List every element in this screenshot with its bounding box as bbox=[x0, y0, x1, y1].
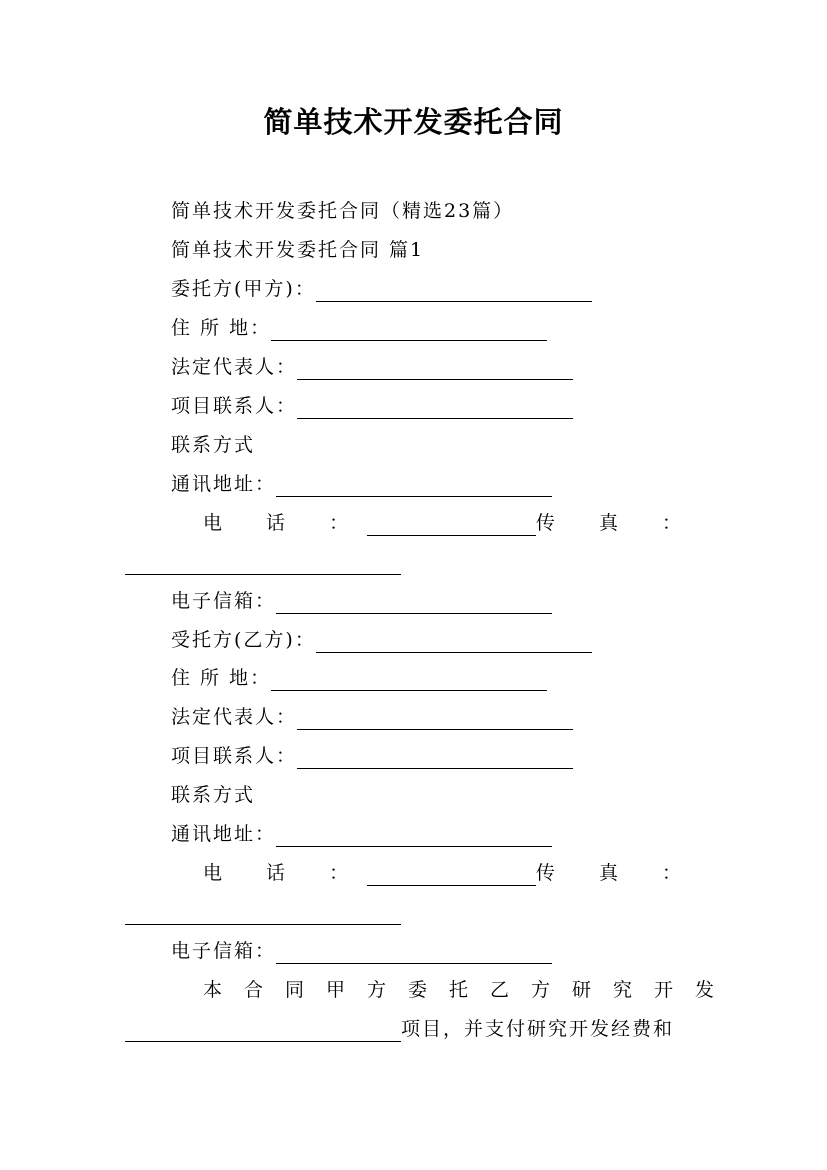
body-line-2-text: 项目，并支付研究开发经费和 bbox=[401, 1018, 675, 1040]
party-b-mail-blank[interactable] bbox=[276, 826, 552, 847]
party-a-email-label: 电子信箱： bbox=[171, 590, 277, 612]
party-b-mail-label: 通讯地址： bbox=[171, 823, 277, 845]
party-a-mail-blank[interactable] bbox=[276, 476, 552, 497]
party-b-contact-blank[interactable] bbox=[297, 748, 573, 769]
party-b-blank[interactable] bbox=[316, 632, 592, 653]
party-b-address-blank[interactable] bbox=[271, 670, 547, 691]
party-a-label: 委托方(甲方)： bbox=[171, 278, 316, 300]
party-b-contact-method: 联系方式 bbox=[171, 784, 256, 806]
party-a-contact-line bbox=[171, 393, 573, 419]
party-b-address-label: 住 所 地： bbox=[171, 667, 272, 689]
party-b-email-label: 电子信箱： bbox=[171, 940, 277, 962]
body-line-1: 本合同甲方委托乙方研究开发 bbox=[203, 979, 737, 1001]
party-b-fax-blank[interactable] bbox=[125, 904, 401, 925]
party-a-email-line bbox=[171, 588, 552, 614]
party-b-phone-fax-line bbox=[203, 860, 700, 886]
party-a-fax-blank[interactable] bbox=[125, 554, 401, 575]
party-b-legal-rep-blank[interactable] bbox=[297, 709, 573, 730]
document-title: 简单技术开发委托合同 bbox=[263, 105, 564, 139]
party-a-email-blank[interactable] bbox=[276, 593, 552, 614]
party-a-mail-line bbox=[171, 471, 552, 497]
party-a-blank[interactable] bbox=[316, 281, 592, 302]
party-b-legal-rep-label: 法定代表人： bbox=[171, 706, 298, 728]
party-a-phone-label: 电 话 ： bbox=[203, 512, 368, 534]
party-a-legal-rep-label: 法定代表人： bbox=[171, 356, 298, 378]
party-a-legal-rep-blank[interactable] bbox=[297, 359, 573, 380]
project-name-blank[interactable] bbox=[125, 1021, 401, 1042]
party-b-fax-blank-line bbox=[125, 899, 401, 925]
party-a-mail-label: 通讯地址： bbox=[171, 473, 277, 495]
party-a-address-label: 住 所 地： bbox=[171, 317, 272, 339]
party-b-contact-label: 项目联系人： bbox=[171, 745, 298, 767]
party-a-phone-blank[interactable] bbox=[367, 515, 536, 536]
party-b-email-blank[interactable] bbox=[276, 943, 552, 964]
party-b-mail-line bbox=[171, 821, 552, 847]
party-a-legal-rep-line bbox=[171, 354, 573, 380]
party-a-contact-blank[interactable] bbox=[297, 398, 573, 419]
party-a-contact-method: 联系方式 bbox=[171, 434, 256, 456]
body-line-2 bbox=[125, 1016, 674, 1042]
party-a-line bbox=[171, 276, 592, 302]
party-b-fax-label: 传 真 ： bbox=[535, 862, 700, 884]
party-a-address-blank[interactable] bbox=[271, 320, 547, 341]
party-b-label: 受托方(乙方)： bbox=[171, 629, 316, 651]
party-b-contact-line bbox=[171, 743, 573, 769]
party-a-fax-label: 传 真 ： bbox=[535, 512, 700, 534]
party-b-line bbox=[171, 627, 592, 653]
party-b-legal-rep-line bbox=[171, 704, 573, 730]
party-a-address-line bbox=[171, 315, 547, 341]
party-b-email-line bbox=[171, 938, 552, 964]
subtitle: 简单技术开发委托合同（精选23篇） bbox=[171, 200, 515, 222]
party-a-phone-fax-line bbox=[203, 510, 700, 536]
party-b-phone-label: 电 话 ： bbox=[203, 862, 368, 884]
party-a-fax-blank-line bbox=[125, 549, 401, 575]
party-b-address-line bbox=[171, 665, 547, 691]
party-b-phone-blank[interactable] bbox=[367, 865, 536, 886]
party-a-contact-label: 项目联系人： bbox=[171, 395, 298, 417]
section-heading: 简单技术开发委托合同 篇1 bbox=[171, 239, 425, 261]
